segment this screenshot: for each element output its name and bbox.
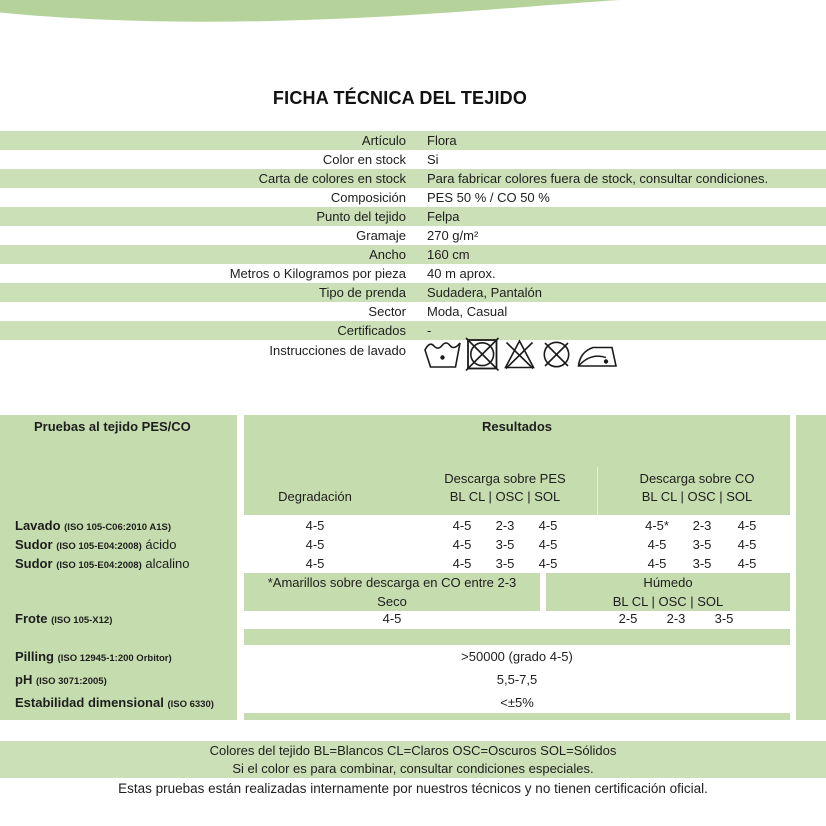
color-legend-line2: Si el color es para combinar, consultar condiciones especiales. [232,761,594,776]
spec-value: Moda, Casual [427,304,508,319]
spec-value: Sudadera, Pantalón [427,285,542,300]
test-iso: (ISO 105-E04:2008) [56,541,142,552]
value-sudor-acido-pes-blcl: 4-5 [452,537,472,552]
value-pilling: >50000 (grado 4-5) [461,649,573,664]
col-header-co-title: Descarga sobre CO [639,471,755,486]
spec-value: 270 g/m² [427,228,479,243]
humedo-sub-header: BL CL | OSC | SOL [612,594,724,609]
value-lavado-co-blcl: 4-5* [645,518,669,533]
value-estabilidad: <±5% [500,695,534,710]
value-sudor-alcalino-co-blcl: 4-5 [647,556,667,571]
spec-row-composicion [0,188,826,207]
spec-label: Carta de colores en stock [258,171,406,186]
spec-label: Metros o Kilogramos por pieza [229,266,406,281]
spec-row-instrucciones-lavado [0,341,826,371]
iron-low-temp-icon [576,337,618,371]
test-iso: (ISO 105-X12) [51,615,113,626]
column-gap-right [790,415,796,720]
do-not-tumble-dry-icon [465,337,500,371]
header-cell-divider [597,467,598,515]
color-legend-line1: Colores del tejido BL=Blancos CL=Claros OSC=Oscuros SOL=Sólidos [209,743,617,758]
value-sudor-alcalino-co-sol: 4-5 [737,556,757,571]
wash-30-icon [423,337,463,371]
spec-row-carta-colores [0,169,826,188]
header-wave-decoration [0,0,826,42]
col-header-pes-title: Descarga sobre PES [444,471,566,486]
test-name: Lavado [15,518,61,533]
test-name: Sudor [15,556,53,571]
test-row-label-estabilidad [15,694,214,714]
spec-table [0,131,826,371]
spec-label: Color en stock [322,152,406,167]
value-frote-seco: 4-5 [382,611,402,626]
test-iso: (ISO 105-E04:2008) [56,560,142,571]
care-instructions-label: Instrucciones de lavado [269,343,406,358]
test-row-label-sudor-acido [15,536,176,556]
test-row-label-pilling [15,648,172,668]
spec-row-punto-tejido [0,207,826,226]
test-row-label-lavado [15,517,171,537]
test-name: Pilling [15,649,54,664]
spec-label: Certificados [337,323,406,338]
test-suffix: ácido [145,537,177,552]
value-sudor-alcalino-co-osc: 3-5 [692,556,712,571]
frote-row-band [244,611,790,629]
value-lavado-pes-blcl: 4-5 [452,518,472,533]
spec-label: Punto del tejido [316,209,406,224]
value-sudor-alcalino-degradacion: 4-5 [305,556,325,571]
value-sudor-acido-co-osc: 3-5 [692,537,712,552]
test-iso: (ISO 105-C06:2010 A1S) [64,522,171,533]
spec-row-ancho [0,245,826,264]
spec-value: Si [427,152,439,167]
value-lavado-co-sol: 4-5 [737,518,757,533]
test-name: Sudor [15,537,53,552]
spec-label: Gramaje [356,228,406,243]
test-iso: (ISO 12945-1:200 Orbitor) [57,653,172,664]
value-lavado-co-osc: 2-3 [692,518,712,533]
test-name: pH [15,672,33,687]
value-lavado-pes-sol: 4-5 [538,518,558,533]
value-frote-humedo-osc: 2-3 [666,611,686,626]
do-not-bleach-icon [502,337,537,371]
page-title: FICHA TÉCNICA DEL TEJIDO [272,88,528,108]
test-iso: (ISO 3071:2005) [35,676,107,687]
col-header-pes-sub: BL CL | OSC | SOL [449,489,561,504]
spec-label: Composición [330,190,406,205]
spec-row-articulo [0,131,826,150]
test-name: Frote [15,611,48,626]
do-not-dry-clean-icon [539,337,574,371]
value-lavado-degradacion: 4-5 [305,518,325,533]
spec-label: Sector [368,304,406,319]
humedo-header: Húmedo [643,575,693,590]
value-sudor-alcalino-pes-osc: 3-5 [495,556,515,571]
spec-value: 160 cm [427,247,470,262]
spec-row-metros-kilogramos [0,264,826,283]
care-icons-group [406,337,618,371]
disclaimer-text: Estas pruebas están realizadas internamente por nuestros técnicos y no tienen certificación oficial. [118,781,708,796]
value-sudor-acido-pes-osc: 3-5 [495,537,515,552]
value-frote-humedo-sol: 3-5 [714,611,734,626]
spec-label: Artículo [361,133,406,148]
seco-header: Seco [377,594,407,609]
spec-row-color-en-stock [0,150,826,169]
value-sudor-alcalino-pes-blcl: 4-5 [452,556,472,571]
test-name: Estabilidad dimensional [15,695,164,710]
value-ph: 5,5-7,5 [496,672,538,687]
spec-label: Tipo de prenda [319,285,406,300]
value-sudor-acido-co-blcl: 4-5 [647,537,667,552]
test-row-label-frote [15,610,112,630]
value-sudor-acido-pes-sol: 4-5 [538,537,558,552]
spec-value: - [427,323,432,338]
col-header-degradacion: Degradación [278,489,352,504]
test-row-label-sudor-alcalino [15,555,189,575]
tests-table [0,415,826,720]
note-amarillos: *Amarillos sobre descarga en CO entre 2-3 [267,575,517,590]
tests-header-results: Resultados [481,419,553,434]
test-suffix: alcalino [145,556,190,571]
spec-row-tipo-prenda [0,283,826,302]
spec-value: Felpa [427,209,460,224]
value-sudor-alcalino-pes-sol: 4-5 [538,556,558,571]
spec-value: Para fabricar colores fuera de stock, consultar condiciones. [427,171,769,186]
spec-row-gramaje [0,226,826,245]
col-header-co-sub: BL CL | OSC | SOL [641,489,753,504]
spec-value: Flora [427,133,457,148]
value-lavado-pes-osc: 2-3 [495,518,515,533]
column-gap-left [237,415,244,720]
tests-header-left: Pruebas al tejido PES/CO [34,419,191,434]
spec-row-sector [0,302,826,321]
spec-value: 40 m aprox. [427,266,496,281]
spec-label: Ancho [369,247,406,262]
test-iso: (ISO 6330) [167,699,214,710]
spec-value: PES 50 % / CO 50 % [427,190,550,205]
value-sudor-acido-degradacion: 4-5 [305,537,325,552]
test-row-label-ph [15,671,107,691]
value-frote-humedo-blcl: 2-5 [618,611,638,626]
color-legend-band [0,741,826,778]
value-sudor-acido-co-sol: 4-5 [737,537,757,552]
